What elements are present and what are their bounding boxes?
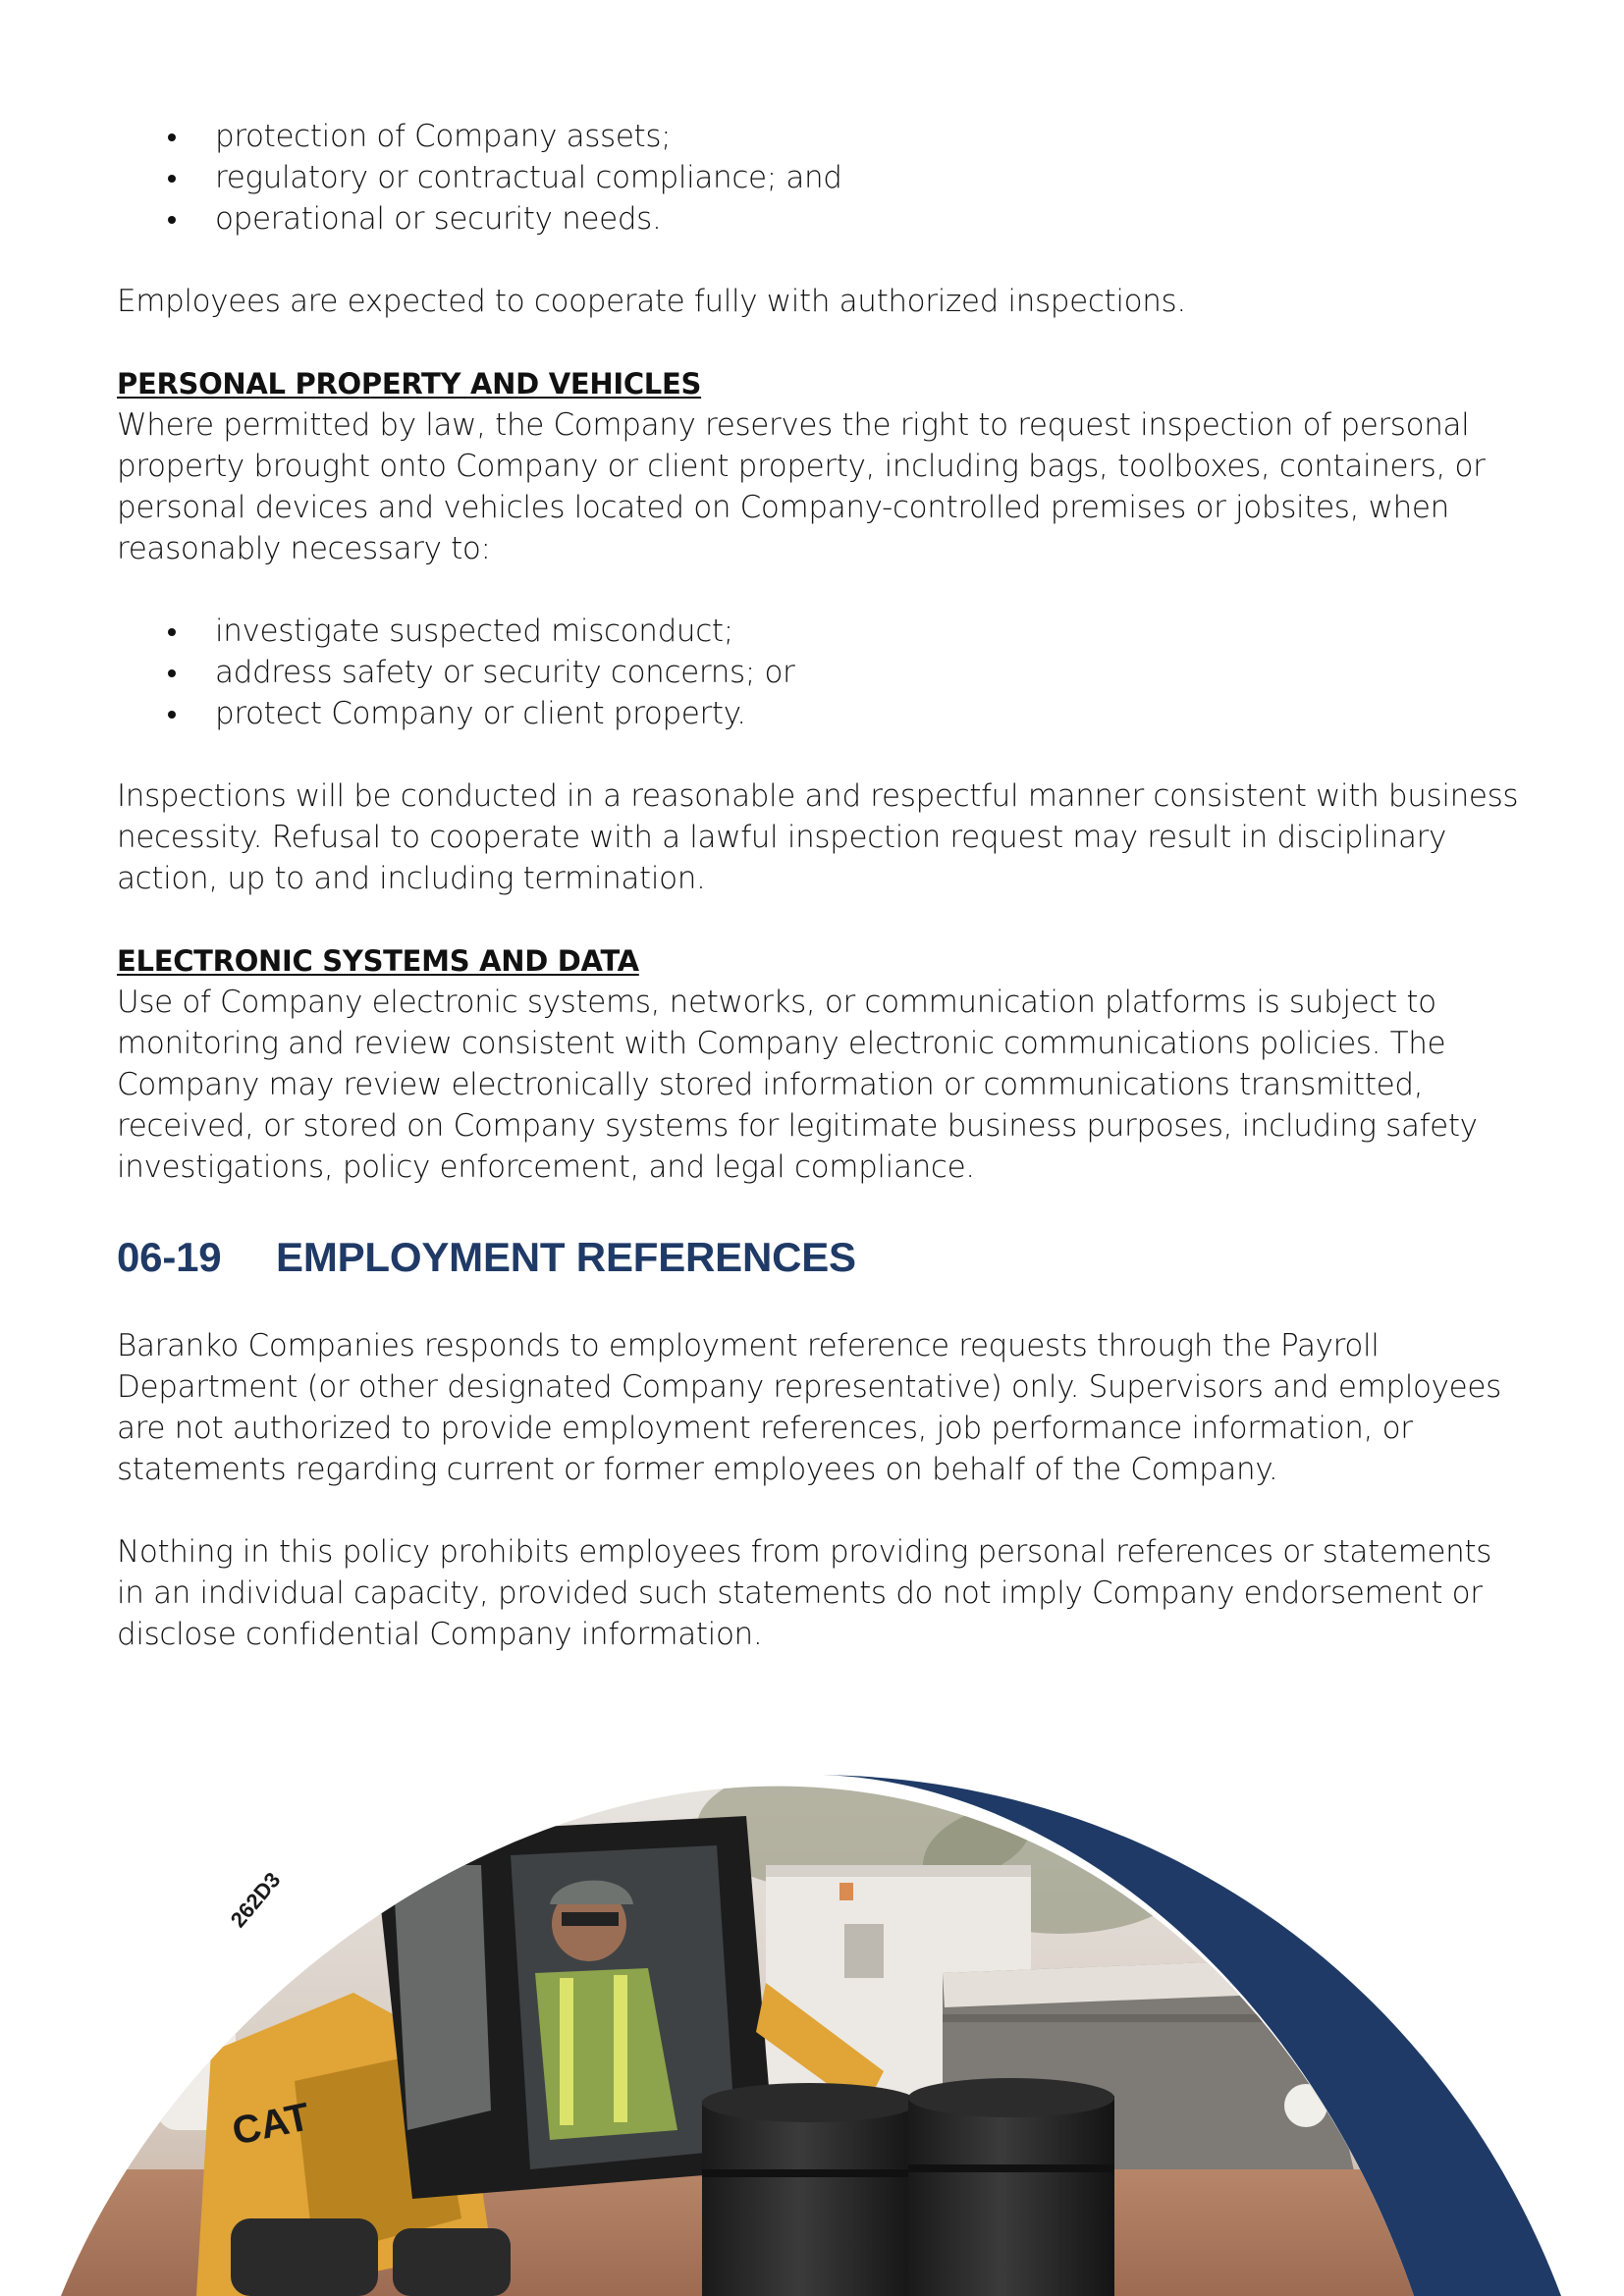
inspection-reasons-list xyxy=(117,611,1521,734)
list-item: regulatory or contractual compliance; and xyxy=(117,157,1521,198)
intro-bullet-list xyxy=(117,116,1521,240)
machine-brand-label: CAT xyxy=(228,2095,314,2154)
personal-property-heading: PERSONAL PROPERTY AND VEHICLES xyxy=(117,367,702,400)
list-item: protect Company or client property. xyxy=(117,693,1521,734)
skid-steer-photo-graphic xyxy=(0,1757,1624,2296)
electronic-systems-heading: ELECTRONIC SYSTEMS AND DATA xyxy=(117,944,639,978)
references-paragraph-2: Nothing in this policy prohibits employees from providing personal references or statements in an individual capacity, provided such statements do not imply Company endorsement or disclose confidential Company information. xyxy=(117,1534,1492,1652)
personal-property-paragraph: Where permitted by law, the Company reserves the right to request inspection of personal property brought onto Company or client property, including bags, toolboxes, containers, or personal devices and vehicles located on Company-controlled premises or jobsites, when reasonably necessary to: xyxy=(117,407,1486,566)
inspection-closing-paragraph: Inspections will be conducted in a reasonable and respectful manner consistent with business necessity. Refusal to cooperate with a lawful inspection request may result in disciplinary action, up to and including termination. xyxy=(117,778,1519,896)
section-number: 06-19 xyxy=(117,1234,222,1280)
list-item: protection of Company assets; xyxy=(117,116,1521,157)
construction-photo xyxy=(0,1757,1624,2296)
page-content xyxy=(117,116,1521,1655)
cooperate-paragraph: Employees are expected to cooperate fully with authorized inspections. xyxy=(117,284,1186,319)
list-item: operational or security needs. xyxy=(117,198,1521,240)
references-paragraph-1: Baranko Companies responds to employment reference requests through the Payroll Department (or other designated Company representative) only. Supervisors and employees are not authorized to provide employment references, job performance information, or statements regarding current or former employees on behalf of the Company. xyxy=(117,1328,1501,1487)
section-title: EMPLOYMENT REFERENCES xyxy=(276,1234,856,1280)
list-item: address safety or security concerns; or xyxy=(117,652,1521,693)
list-item: investigate suspected misconduct; xyxy=(117,611,1521,652)
section-heading xyxy=(117,1233,1521,1282)
machine-model-label: 262D3 xyxy=(225,1867,286,1933)
electronic-systems-paragraph: Use of Company electronic systems, networks, or communication platforms is subject to monitoring and review consistent with Company electronic communications policies. The Company may review electronically stored information or communications transmitted, received, or stored on Company systems for legitimate business purposes, including safety investigations, policy enforcement, and legal compliance. xyxy=(117,985,1478,1185)
